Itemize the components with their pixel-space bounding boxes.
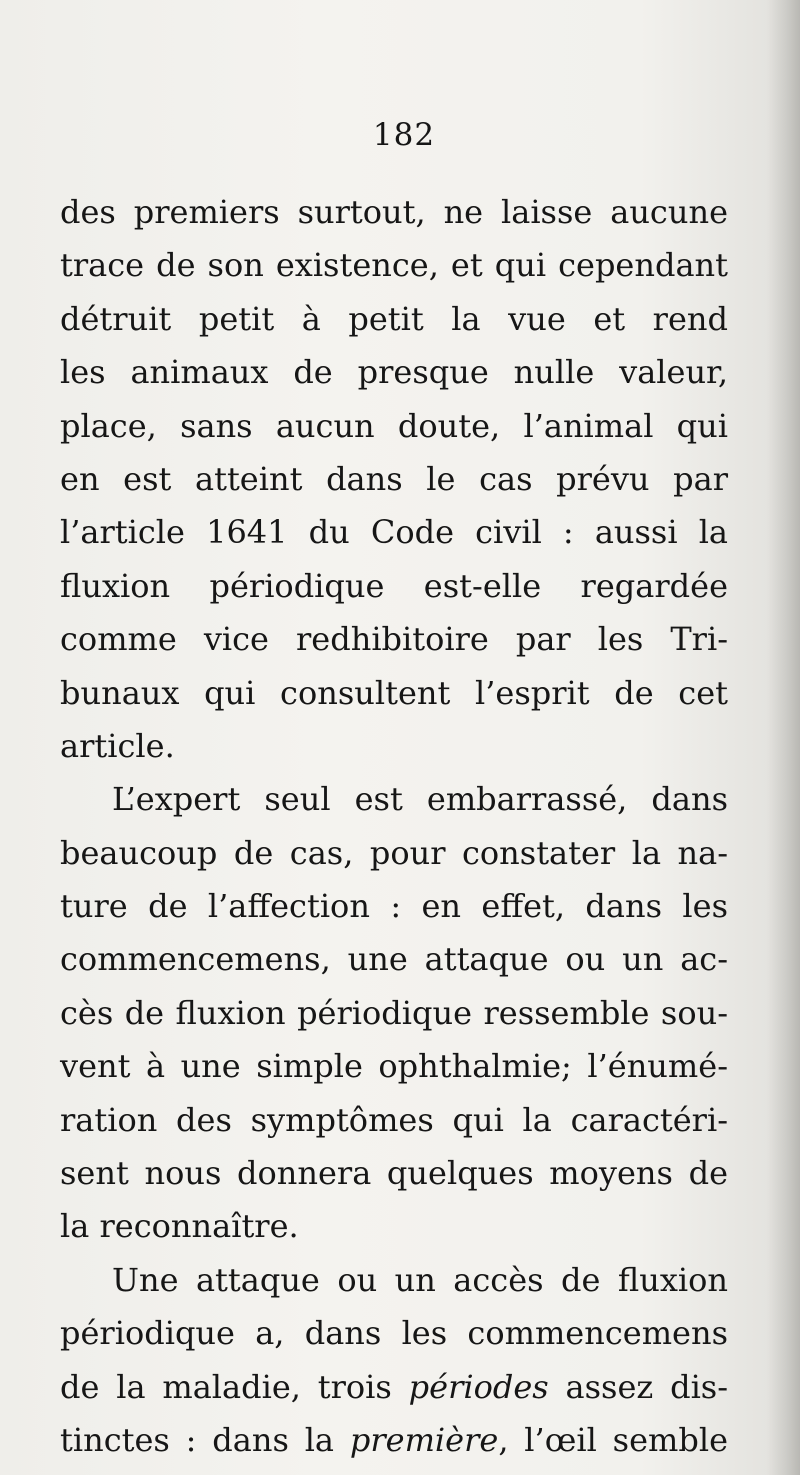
text-segment: , l’œil semble	[498, 1420, 729, 1459]
text-line: trace de son existence, et qui cependant	[60, 246, 728, 285]
text-line: détruit petit à petit la vue et rend	[60, 299, 728, 338]
text-line: bunaux qui consultent l’esprit de cet	[60, 673, 728, 712]
text-line: vent à une simple ophthalmie; l’énumé-	[60, 1047, 728, 1086]
text-line: en est atteint dans le cas prévu par	[60, 459, 728, 498]
text-line-with-italic	[60, 1414, 728, 1467]
text-line: cès de fluxion périodique ressemble sou-	[60, 993, 728, 1032]
text-line: fluxion périodique est-elle regardée	[60, 566, 728, 605]
text-line: commencemens, une attaque ou un ac-	[60, 940, 728, 979]
text-line: périodique a, dans les commencemens	[60, 1314, 728, 1353]
italic-term: première	[349, 1420, 499, 1459]
text-line: ture de l’affection : en effet, dans les	[60, 887, 728, 926]
text-segment: de la maladie, trois	[60, 1367, 392, 1406]
text-line: l’article 1641 du Code civil : aussi la	[60, 513, 728, 552]
text-line: article.	[60, 726, 175, 765]
text-line-with-italic	[60, 1361, 728, 1414]
text-segment: assez dis-	[565, 1367, 729, 1406]
text-line: place, sans aucun doute, l’animal qui	[60, 406, 728, 445]
text-line: beaucoup de cas, pour constater la na-	[60, 833, 728, 872]
text-line: sent nous donnera quelques moyens de	[60, 1154, 728, 1193]
text-line: L’expert seul est embarrassé, dans	[112, 780, 728, 819]
text-line: les animaux de presque nulle valeur,	[60, 353, 728, 392]
italic-term: périodes	[408, 1367, 549, 1406]
text-segment: tinctes : dans la	[60, 1420, 335, 1459]
text-line: des premiers surtout, ne laisse aucune	[60, 193, 728, 231]
page-number: 182	[372, 117, 436, 153]
text-line: ration des symptômes qui la caractéri-	[60, 1100, 728, 1139]
body-text	[60, 186, 728, 1467]
text-line: Une attaque ou un accès de fluxion	[112, 1260, 728, 1299]
text-line: comme vice redhibitoire par les Tri-	[60, 620, 728, 659]
page-edge-shadow	[766, 0, 800, 1475]
text-line: la reconnaître.	[60, 1207, 299, 1246]
